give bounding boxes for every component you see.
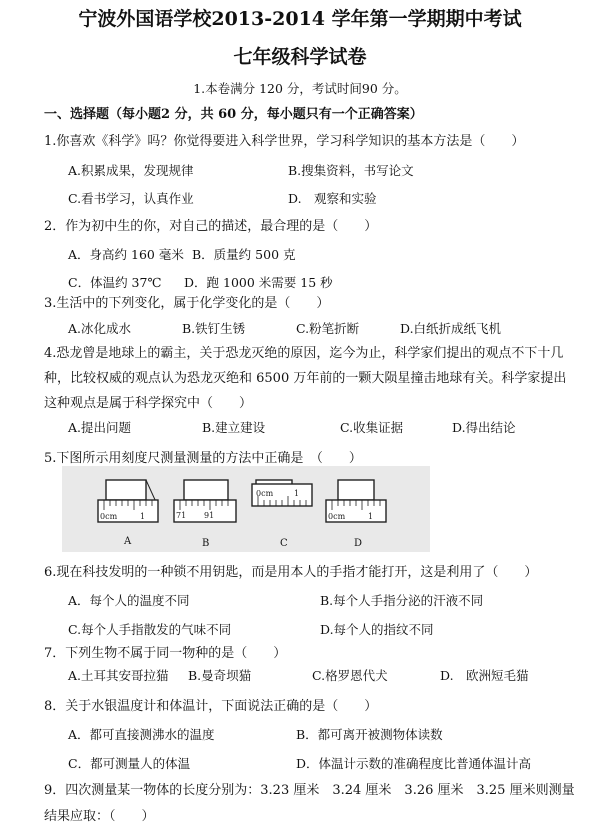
exam-title: 宁波外国语学校2013-2014 学年第一学期期中考试 (78, 8, 522, 30)
question-8-stem: 8．关于水银温度计和体温计，下面说法正确的是（ ） (44, 699, 378, 714)
ruler-a-one-label: 1 (140, 512, 146, 521)
question-6-stem: 6.现在科技发明的一种锁不用钥匙，而是用本人的手指才能打开，这是利用了（ ） (44, 565, 538, 580)
question-8-option-a: A．都可直接测沸水的温度 (68, 727, 215, 742)
question-1-stem: 1.你喜欢《科学》吗？你觉得要进入科学世界，学习科学知识的基本方法是（ ） (44, 134, 525, 149)
ruler-c-one-label: 1 (294, 489, 300, 498)
ruler-b-mark-91: 91 (204, 511, 215, 520)
question-2-option-a: A．身高约 160 毫米 (68, 247, 184, 262)
question-6-option-b: B.每个人手指分泌的汗液不同 (320, 593, 484, 608)
ruler-measurement-figure (62, 466, 430, 552)
question-7-option-a: A.土耳其安哥拉猫 (68, 668, 169, 683)
question-3-stem: 3.生活中的下列变化，属于化学变化的是（ ） (44, 296, 330, 311)
question-5-stem: 5.下图所示用刻度尺测量测量的方法中正确是 （ ） (44, 451, 362, 466)
exam-subtitle: 七年级科学试卷 (233, 46, 367, 68)
question-8-option-b: B．都可离开被测物体读数 (296, 727, 443, 742)
question-2-option-d: D．跑 1000 米需要 15 秒 (184, 275, 333, 290)
ruler-d-zero-label: 0cm (328, 512, 346, 521)
question-1-option-d: D. 观察和实验 (288, 191, 377, 206)
question-4-stem-line-1: 4.恐龙曾是地球上的霸主，关于恐龙灭绝的原因，迄今为止，科学家们提出的观点不下十几 (44, 346, 564, 361)
question-3-option-b: B.铁钉生锈 (182, 321, 246, 336)
figure-label-a: A (124, 536, 132, 547)
question-7-stem: 7．下列生物不属于同一物种的是（ ） (44, 646, 287, 661)
figure-label-c: C (280, 538, 288, 549)
question-6-option-c: C.每个人手指散发的气味不同 (68, 622, 232, 637)
ruler-d-one-label: 1 (368, 512, 374, 521)
question-1-option-a: A.积累成果，发现规律 (68, 163, 194, 178)
question-6-option-a: A．每个人的温度不同 (68, 593, 190, 608)
question-3-option-d: D.白纸折成纸飞机 (400, 321, 502, 336)
exam-note: 1.本卷满分 120 分，考试时间90 分。 (193, 81, 407, 96)
question-7-option-d: D. 欧洲短毛猫 (440, 668, 529, 683)
question-9-stem-line-2: 结果应取：（ ） (44, 809, 155, 824)
question-4-option-d: D.得出结论 (452, 420, 516, 435)
question-9-stem-line-1: 9．四次测量某一物体的长度分别为：3.23 厘米 3.24 厘米 3.26 厘米 3.25 厘米则测量 (44, 783, 575, 798)
figure-label-d: D (354, 538, 363, 549)
question-2-option-b: B．质量约 500 克 (192, 247, 296, 262)
figure-label-b: B (202, 538, 210, 549)
question-3-option-a: A.冰化成水 (68, 321, 132, 336)
question-3-option-c: C.粉笔折断 (296, 321, 360, 336)
question-4-option-b: B.建立建设 (202, 420, 266, 435)
question-7-option-c: C.格罗恩代犬 (312, 668, 388, 683)
question-4-option-c: C.收集证据 (340, 420, 404, 435)
ruler-b-mark-71: 71 (176, 511, 187, 520)
question-8-option-d: D．体温计示数的准确程度比普通体温计高 (296, 756, 532, 771)
question-1-option-b: B.搜集资料，书写论文 (288, 163, 414, 178)
question-4-option-a: A.提出问题 (68, 420, 132, 435)
question-7-option-b: B.曼奇坝猫 (188, 668, 252, 683)
ruler-a-zero-label: 0cm (100, 512, 118, 521)
question-2-stem: 2．作为初中生的你，对自己的描述，最合理的是（ ） (44, 219, 378, 234)
question-6-option-d: D.每个人的指纹不同 (320, 622, 434, 637)
question-4-stem-line-3: 这种观点是属于科学探究中（ ） (44, 396, 253, 411)
question-4-stem-line-2: 种，比较权威的观点认为恐龙灭绝和 6500 万年前的一颗大陨星撞击地球有关。科学家提出 (44, 371, 567, 386)
question-2-option-c: C．体温约 37℃ (68, 275, 162, 290)
section-heading: 一、选择题（每小题2 分，共 60 分，每小题只有一个正确答案） (44, 107, 423, 122)
question-8-option-c: C．都可测量人的体温 (68, 756, 191, 771)
ruler-c-zero-label: 0cm (256, 489, 274, 498)
question-1-option-c: C.看书学习，认真作业 (68, 191, 194, 206)
